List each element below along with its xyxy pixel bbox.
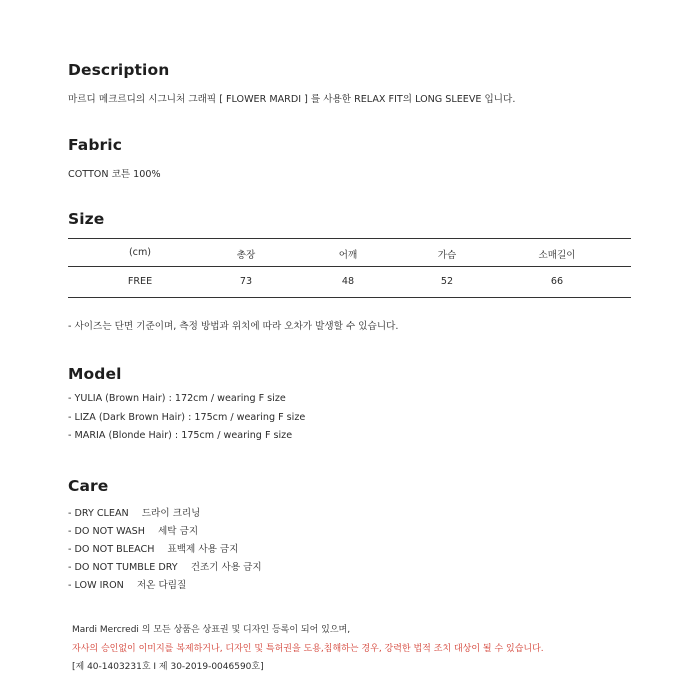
care-item [68,523,198,537]
row-cell-length: 73 [239,276,253,287]
description-heading: Description [68,61,170,79]
table-mid-rule [68,266,631,267]
care-item [68,505,200,519]
fabric-heading: Fabric [68,136,122,154]
model-item: - MARIA (Blonde Hair) : 175cm / wearing F size [68,430,293,441]
description-text: 마르디 메크르디의 시그니처 그래픽 [ FLOWER MARDI ] 를 사용한 RELAX FIT의 LONG SLEEVE 입니다. [68,94,516,105]
care-item-en: - DO NOT TUMBLE DRY [68,562,178,573]
size-note: - 사이즈는 단면 기준이며, 측정 방법과 위치에 따라 오차가 발생할 수 있습니다. [68,321,399,332]
care-item-en: - LOW IRON [68,580,124,591]
care-item-ko: 세탁 금지 [158,526,199,537]
size-heading: Size [68,210,105,228]
fabric-text: COTTON 코튼 100% [68,169,161,180]
care-item-ko: 건조기 사용 금지 [190,562,262,573]
row-cell-shoulder: 48 [341,276,355,287]
copyright-notice: Mardi Mercredi 의 모든 상품은 상표권 및 디자인 등록이 되어 있으며, [72,625,351,635]
care-item [68,541,238,555]
care-item-ko: 드라이 크리닝 [141,508,201,519]
care-item-en: - DO NOT BLEACH [68,544,155,555]
care-item-en: - DRY CLEAN [68,508,129,519]
header-cell-unit: (cm) [128,247,152,258]
header-cell-sleeve: 소매길이 [538,250,576,261]
header-cell-chest: 가슴 [437,250,457,261]
model-item: - LIZA (Dark Brown Hair) : 175cm / wearing F size [68,412,306,423]
care-heading: Care [68,477,109,495]
model-item: - YULIA (Brown Hair) : 172cm / wearing F size [68,393,286,404]
row-cell-sleeve: 66 [550,276,564,287]
care-item [68,577,186,591]
copyright-warning: 자사의 승인없이 이미지를 복제하거나, 디자인 및 특허권을 도용,침해하는 경우, 강력한 법적 조치 대상이 될 수 있습니다. [72,644,544,654]
model-heading: Model [68,365,122,383]
care-item [68,559,262,573]
registration-numbers: [제 40-1403231호 I 제 30-2019-0046590호] [72,662,264,672]
care-item-ko: 저온 다림질 [136,580,187,591]
row-cell-size: FREE [127,276,153,287]
care-item-en: - DO NOT WASH [68,526,145,537]
table-bottom-rule [68,297,631,298]
care-item-ko: 표백제 사용 금지 [167,544,239,555]
row-cell-chest: 52 [440,276,454,287]
header-cell-shoulder: 어깨 [338,250,358,261]
header-cell-length: 총장 [236,250,256,261]
table-top-rule [68,238,631,239]
